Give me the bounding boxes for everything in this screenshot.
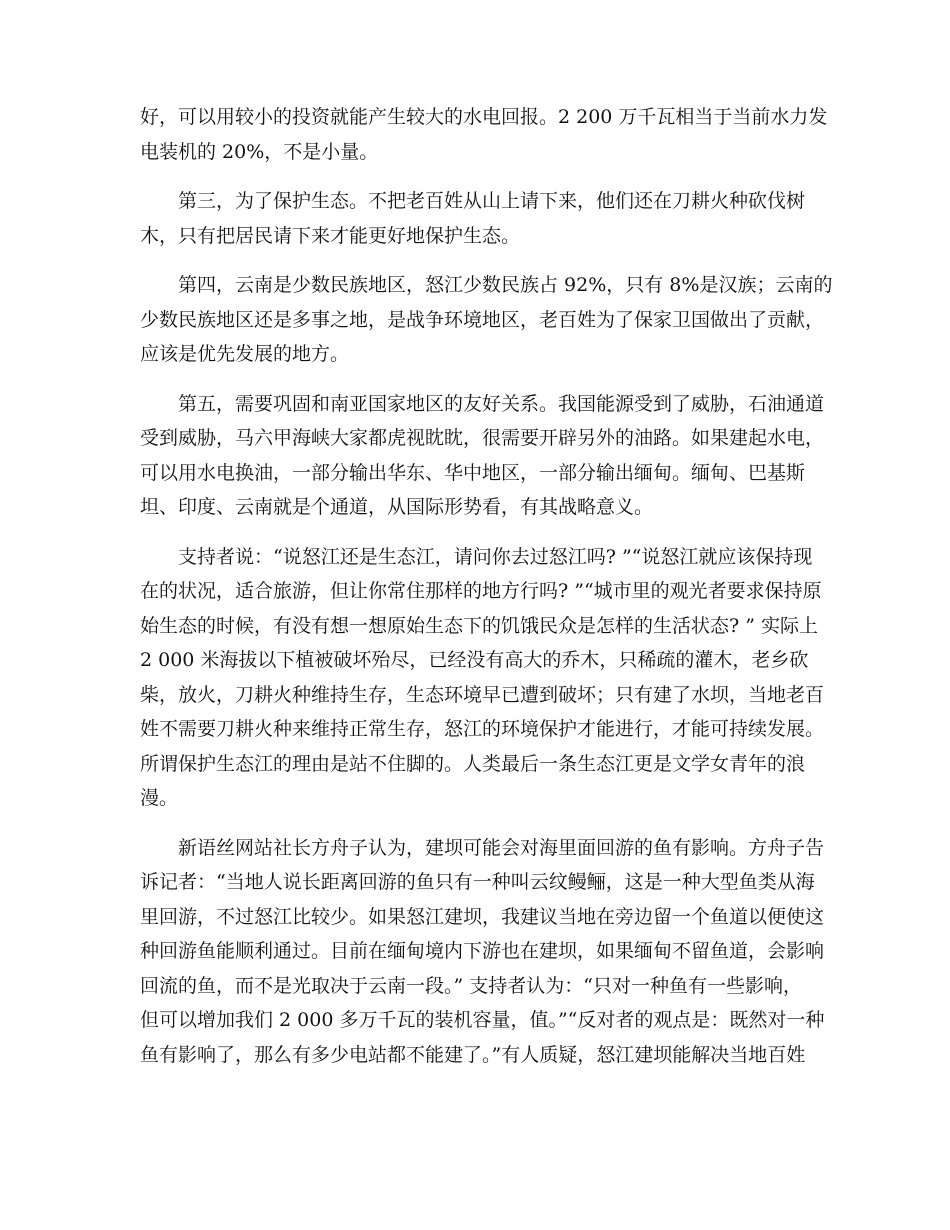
text-line: 好，可以用较小的投资就能产生较大的水电回报。2 200 万千瓦相当于当前水力发 bbox=[140, 106, 828, 128]
text-line: 种回游鱼能顺利通过。目前在缅甸境内下游也在建坝，如果缅甸不留鱼道，会影响 bbox=[140, 940, 825, 962]
text-line: 诉记者：“当地人说长距离回游的鱼只有一种叫云纹鳗鲡，这是一种大型鱼类从海 bbox=[140, 871, 815, 893]
text-line: 第四，云南是少数民族地区，怒江少数民族占 92%，只有 8%是汉族；云南的 bbox=[178, 274, 833, 296]
text-line: 木，只有把居民请下来才能更好地保护生态。 bbox=[140, 224, 521, 247]
text-line: 支持者说：“说怒江还是生态江，请问你去过怒江吗? ”“说怒江就应该保持现 bbox=[178, 545, 813, 568]
paragraph-fang-zhouzi bbox=[140, 831, 825, 1073]
text-line: 第五，需要巩固和南亚国家地区的友好关系。我国能源受到了威胁，石油通道 bbox=[178, 392, 825, 415]
text-line: 姓不需要刀耕火种来维持正常生存，怒江的环境保护才能进行，才能可持续发展。 bbox=[140, 718, 825, 740]
text-line: 少数民族地区还是多事之地，是战争环境地区，老百姓为了保家卫国做出了贡献， bbox=[140, 308, 825, 331]
text-line: 始生态的时候，有没有想一想原始生态下的饥饿民众是怎样的生活状态? ” 实际上 bbox=[140, 614, 818, 637]
text-line: 鱼有影响了，那么有多少电站都不能建了。”有人质疑，怒江建坝能解决当地百姓 bbox=[140, 1043, 806, 1066]
paragraph-fourth-point bbox=[140, 268, 833, 372]
paragraph-fifth-point bbox=[140, 387, 825, 525]
text-line: 坦、印度、云南就是个通道，从国际形势看，有其战略意义。 bbox=[140, 496, 654, 518]
text-line: 2 000 米海拔以下植被破坏殆尽，已经没有高大的乔木，只稀疏的灌木，老乡砍 bbox=[140, 649, 809, 671]
text-line: 电装机的 20%，不是小量。 bbox=[140, 140, 379, 163]
text-line: 里回游，不过怒江比较少。如果怒江建坝，我建议当地在旁边留一个鱼道以便使这 bbox=[140, 905, 825, 928]
text-line: 漫。 bbox=[140, 787, 179, 809]
text-line: 所谓保护生态江的理由是站不住脚的。人类最后一条生态江更是文学女青年的浪 bbox=[140, 752, 806, 775]
text-line: 应该是优先发展的地方。 bbox=[140, 343, 350, 365]
text-line: 柴，放火，刀耕火种维持生存，生态环境早已遭到破坏；只有建了水坝，当地老百 bbox=[140, 683, 825, 706]
text-line: 在的状况，适合旅游，但让你常住那样的地方行吗? ”“城市里的观光者要求保持原 bbox=[140, 580, 822, 602]
text-line: 回流的鱼，而不是光取决于云南一段。” 支持者认为：“只对一种鱼有一些影响， bbox=[140, 974, 802, 997]
paragraph-third-point bbox=[140, 184, 812, 253]
paragraph-continuation bbox=[140, 100, 828, 169]
paragraph-supporters bbox=[140, 540, 825, 816]
text-line: 第三，为了保护生态。不把老百姓从山上请下来，他们还在刀耕火种砍伐树 bbox=[178, 190, 806, 212]
text-line: 新语丝网站社长方舟子认为，建坝可能会对海里面回游的鱼有影响。方舟子告 bbox=[178, 836, 825, 859]
text-line: 但可以增加我们 2 000 多万千瓦的装机容量，值。”“反对者的观点是：既然对一种 bbox=[140, 1009, 825, 1031]
text-line: 受到威胁，马六甲海峡大家都虎视眈眈，很需要开辟另外的油路。如果建起水电， bbox=[140, 427, 825, 449]
document-page bbox=[140, 100, 833, 1087]
text-line: 可以用水电换油，一部分输出华东、华中地区，一部分输出缅甸。缅甸、巴基斯 bbox=[140, 461, 806, 484]
